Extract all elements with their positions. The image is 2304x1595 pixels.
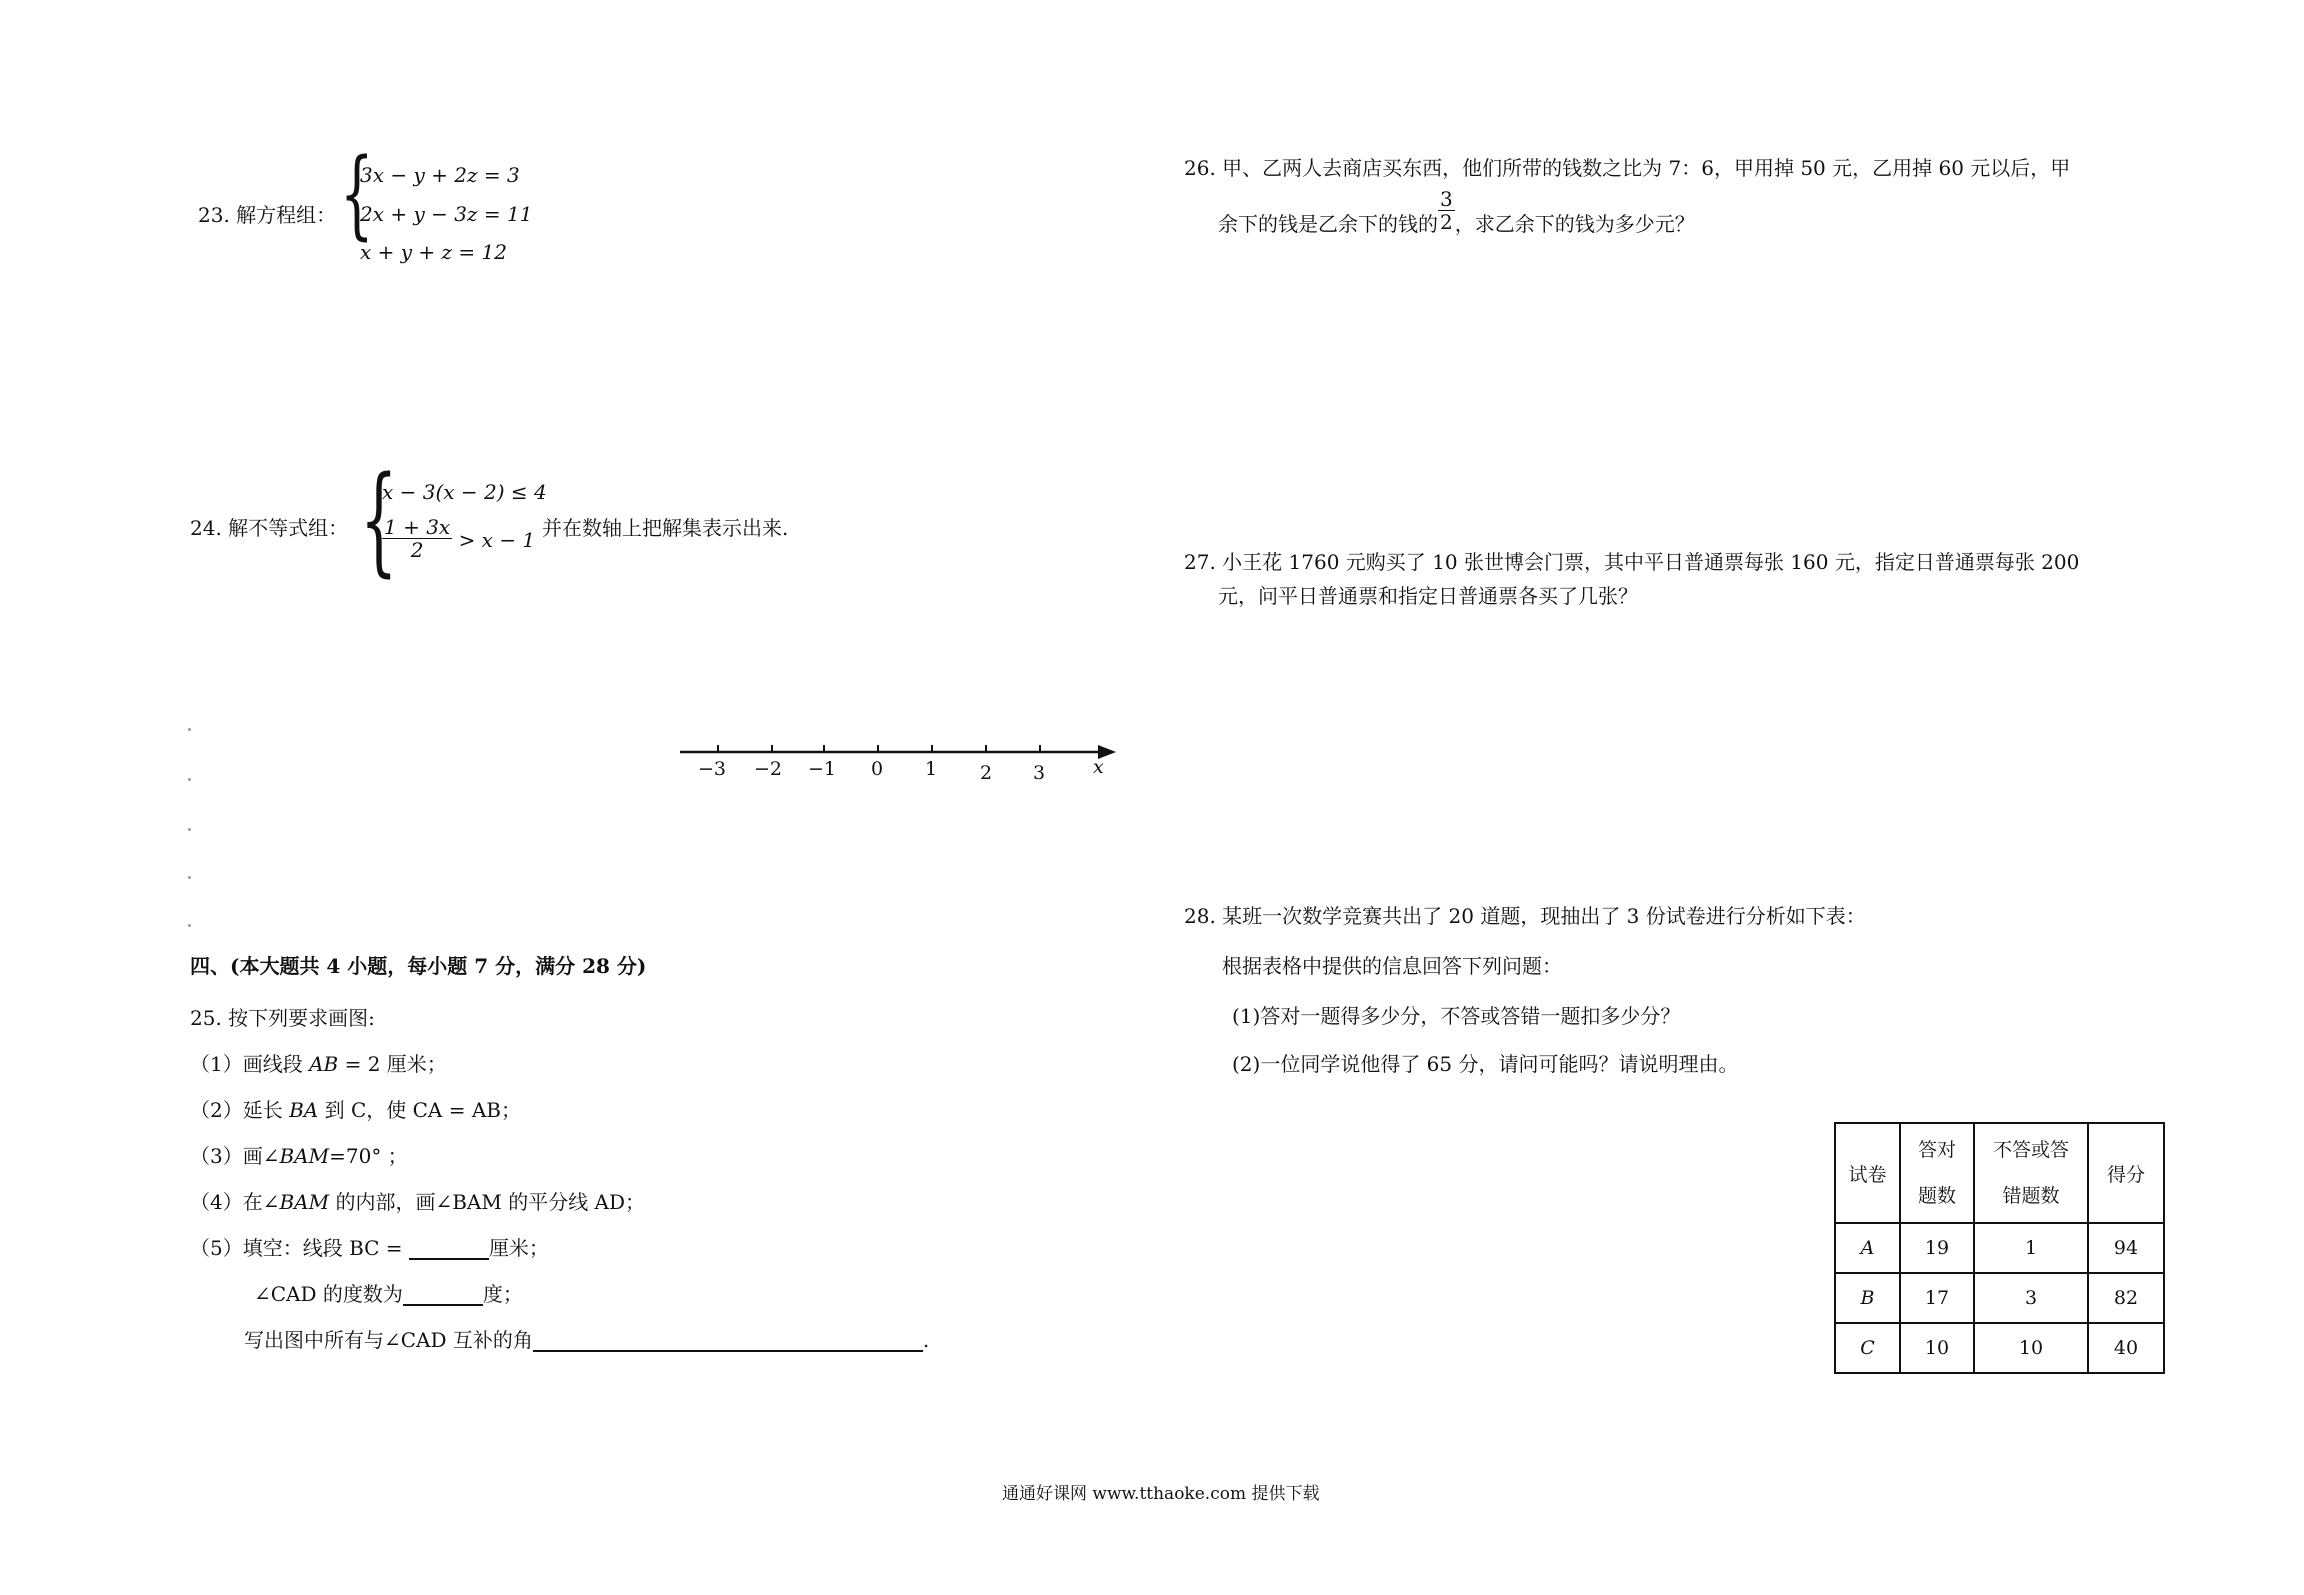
q23-equation-1: 3x − y + 2z = 3	[360, 163, 520, 187]
q25-item-4-rest: 的内部，画∠BAM 的平分线 AD；	[329, 1190, 646, 1214]
q23-label: 23. 解方程组：	[198, 203, 337, 227]
table-row	[1835, 1223, 2164, 1273]
q25-supplement-prefix: 写出图中所有与∠CAD 互补的角	[244, 1328, 533, 1352]
tick-label-3: 3	[1033, 762, 1046, 784]
number-line	[670, 730, 1120, 790]
q24-fraction-numerator: 1 + 3x	[384, 515, 451, 539]
q24-inequality-2-rest: > x − 1	[458, 528, 536, 552]
tick-label-0: 0	[871, 758, 884, 780]
q23-brace: {	[340, 138, 374, 250]
margin-dot	[188, 828, 191, 831]
bc-length-blank[interactable]	[409, 1236, 489, 1260]
q25-item-1	[190, 1052, 447, 1076]
q28-line-1: 28. 某班一次数学竞赛共出了 20 道题，现抽出了 3 份试卷进行分析如下表：	[1184, 904, 1866, 928]
q24-inequality-2	[382, 516, 535, 561]
cell-score: 40	[2088, 1323, 2164, 1373]
q26-line-2-post: ，求乙余下的钱为多少元？	[1454, 212, 1695, 236]
header-correct-line-2: 题数	[1917, 1185, 1956, 1207]
q23-equation-2: 2x + y − 3z = 11	[360, 202, 533, 226]
q25-item-5	[190, 1236, 549, 1260]
q25-item-4-math: BAM	[279, 1190, 330, 1214]
cell-score: 94	[2088, 1223, 2164, 1273]
q26-fraction-denominator: 2	[1440, 210, 1453, 234]
cell-wrong: 3	[1974, 1273, 2088, 1323]
q25-angle-unit: 度；	[482, 1282, 523, 1306]
tick-label-2: 2	[980, 762, 993, 784]
axis-label-x: x	[1093, 756, 1104, 778]
q25-item-4	[190, 1190, 645, 1214]
table-row	[1835, 1323, 2164, 1373]
q25-item-2-rest: 到 C，使 CA = AB；	[318, 1098, 521, 1122]
score-table	[1834, 1122, 2165, 1374]
header-correct-line-1: 答对	[1917, 1139, 1956, 1161]
q25-supplement-end: .	[922, 1328, 930, 1352]
section-heading: 四、(本大题共 4 小题，每小题 7 分，满分 28 分)	[190, 954, 647, 978]
q26-line-1: 26. 甲、乙两人去商店买东西，他们所带的钱数之比为 7：6，甲用掉 50 元，乙用掉 60 元以后，甲	[1184, 156, 2071, 180]
supplement-angles-blank[interactable]	[533, 1328, 923, 1352]
q25-item-1-math: AB	[309, 1052, 339, 1076]
header-score: 得分	[2088, 1123, 2164, 1223]
q28-line-2: 根据表格中提供的信息回答下列问题：	[1222, 954, 1562, 978]
cell-paper: A	[1835, 1223, 1900, 1273]
q24-inequality-1: x − 3(x − 2) ≤ 4	[382, 480, 547, 504]
cell-correct: 10	[1900, 1323, 1974, 1373]
q25-title: 25. 按下列要求画图:	[190, 1006, 375, 1030]
q25-supplement-line	[244, 1328, 929, 1352]
margin-dot	[188, 778, 191, 781]
tick-label-neg1: −1	[808, 758, 837, 780]
tick-label-neg2: −2	[754, 758, 783, 780]
cell-wrong: 1	[1974, 1223, 2088, 1273]
q26-line-2	[1218, 187, 1695, 236]
q28-question-1: (1)答对一题得多少分，不答或答错一题扣多少分？	[1232, 1004, 1681, 1028]
header-wrong-line-2: 错题数	[2002, 1185, 2060, 1207]
q25-item-1-rest: = 2 厘米；	[338, 1052, 447, 1076]
cell-correct: 17	[1900, 1273, 1974, 1323]
q25-angle-prefix: ∠CAD 的度数为	[254, 1282, 403, 1306]
q25-item-3-prefix: （3）画∠	[190, 1144, 280, 1168]
angle-cad-blank[interactable]	[403, 1282, 483, 1306]
q28-question-2: (2)一位同学说他得了 65 分，请问可能吗？请说明理由。	[1232, 1052, 1739, 1076]
cell-wrong: 10	[1974, 1323, 2088, 1373]
tick-label-1: 1	[925, 758, 938, 780]
q25-item-4-prefix: （4）在∠	[190, 1190, 280, 1214]
q25-item-1-prefix: （1）画线段	[190, 1052, 310, 1076]
cell-paper: B	[1835, 1273, 1900, 1323]
header-paper: 试卷	[1835, 1123, 1900, 1223]
margin-dot	[188, 876, 191, 879]
table-header-row	[1835, 1123, 2164, 1223]
q25-item-2	[190, 1098, 521, 1122]
margin-dot	[188, 728, 191, 731]
cell-score: 82	[2088, 1273, 2164, 1323]
q25-item-3	[190, 1144, 408, 1168]
q26-fraction-numerator: 3	[1440, 187, 1453, 211]
header-wrong	[1974, 1123, 2088, 1223]
q24-brace: {	[360, 450, 398, 588]
header-correct	[1900, 1123, 1974, 1223]
cell-correct: 19	[1900, 1223, 1974, 1273]
header-wrong-line-1: 不答或答	[1992, 1139, 2069, 1161]
q25-fill-prefix: （5）填空：线段 BC =	[190, 1236, 409, 1260]
q25-fill-unit: 厘米；	[488, 1236, 549, 1260]
q25-item-2-prefix: （2）延长	[190, 1098, 290, 1122]
table-row	[1835, 1273, 2164, 1323]
q27-line-2: 元，问平日普通票和指定日普通票各买了几张？	[1218, 584, 1638, 608]
q25-angle-line	[254, 1282, 523, 1306]
margin-dot	[188, 924, 191, 927]
q25-item-2-math: BA	[289, 1098, 319, 1122]
q24-instruction: 并在数轴上把解集表示出来.	[542, 516, 789, 540]
q27-line-1: 27. 小王花 1760 元购买了 10 张世博会门票，其中平日普通票每张 160 元，指定日普通票每张 200	[1184, 550, 2080, 574]
footer-credit: 通通好课网 www.tthaoke.com 提供下载	[1002, 1484, 1320, 1504]
q24-label: 24. 解不等式组：	[190, 516, 349, 540]
q26-line-2-pre: 余下的钱是乙余下的钱的	[1218, 212, 1438, 236]
q23-equation-3: x + y + z = 12	[360, 240, 507, 264]
cell-paper: C	[1835, 1323, 1900, 1373]
q25-item-3-rest: =70° ；	[329, 1144, 408, 1168]
q25-item-3-math: BAM	[279, 1144, 330, 1168]
tick-label-neg3: −3	[698, 758, 727, 780]
q24-fraction-denominator: 2	[410, 538, 424, 562]
